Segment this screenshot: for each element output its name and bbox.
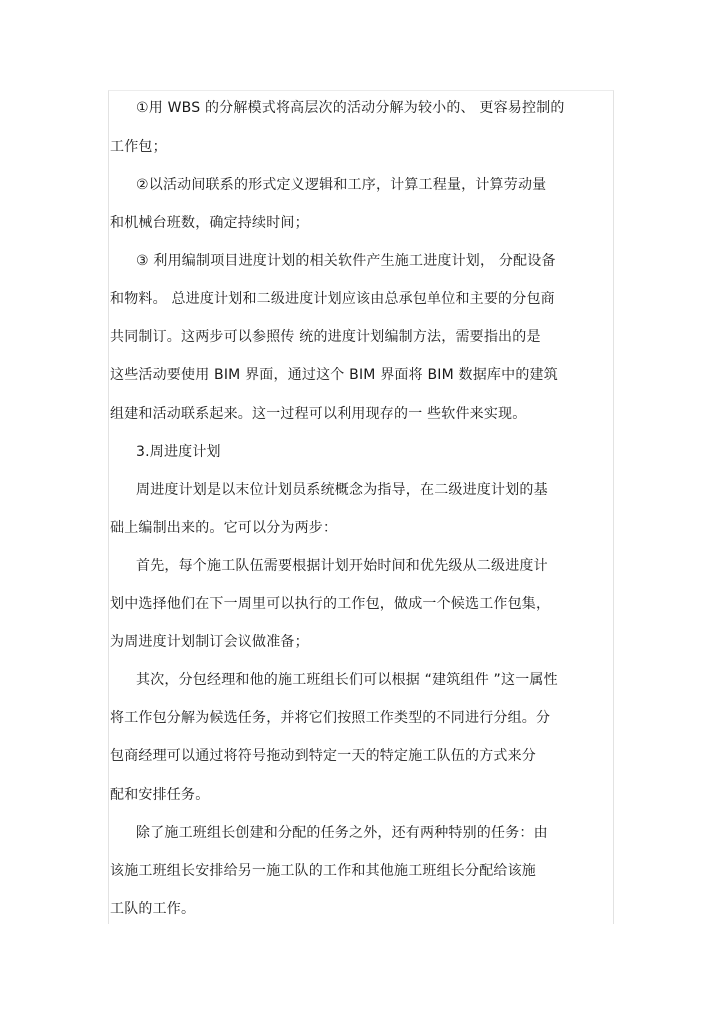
text-line: 配和安排任务。: [110, 787, 210, 803]
text-line: 工队的工作。: [110, 901, 196, 917]
text-line: 这些活动要使用 BIM 界面，通过这个 BIM 界面将 BIM 数据库中的建筑: [110, 367, 558, 383]
text-line: 除了施工班组长创建和分配的任务之外，还有两种特别的任务：由: [136, 825, 548, 841]
text-line: ③ 利用编制项目进度计划的相关软件产生施工进度计划， 分配设备: [136, 253, 556, 269]
text-line: 和物料。 总进度计划和二级进度计划应该由总承包单位和主要的分包商: [110, 291, 555, 307]
text-line: 包商经理可以通过将符号拖动到特定一天的特定施工队伍的方式来分: [110, 748, 536, 764]
text-line: 组建和活动联系起来。这一过程可以利用现存的一 些软件来实现。: [110, 406, 527, 422]
text-line: ②以活动间联系的形式定义逻辑和工序，计算工程量，计算劳动量: [136, 177, 547, 193]
text-line: 共同制订。这两步可以参照传 统的进度计划编制方法，需要指出的是: [110, 329, 541, 345]
text-line: 和机械台班数，确定持续时间；: [110, 215, 309, 231]
text-line: 工作包；: [110, 139, 167, 155]
text-line: ①用 WBS 的分解模式将高层次的活动分解为较小的、 更容易控制的: [136, 100, 565, 116]
text-line: 其次，分包经理和他的施工班组长们可以根据 “建筑组件 ”这一属性: [136, 672, 558, 688]
text-line: 该施工班组长安排给另一施工队的工作和其他施工班组长分配给该施: [110, 863, 536, 879]
text-line: 周进度计划是以末位计划员系统概念为指导，在二级进度计划的基: [136, 482, 548, 498]
text-line: 为周进度计划制订会议做准备；: [110, 634, 309, 650]
text-line: 将工作包分解为候选任务，并将它们按照工作类型的不同进行分组。分: [110, 710, 551, 726]
text-line: 础上编制出来的。它可以分为两步：: [110, 520, 338, 536]
text-line: 首先，每个施工队伍需要根据计划开始时间和优先级从二级进度计: [136, 558, 548, 574]
section-heading: 3.周进度计划: [136, 444, 221, 460]
text-line: 划中选择他们在下一周里可以执行的工作包，做成一个候选工作包集，: [110, 596, 551, 612]
